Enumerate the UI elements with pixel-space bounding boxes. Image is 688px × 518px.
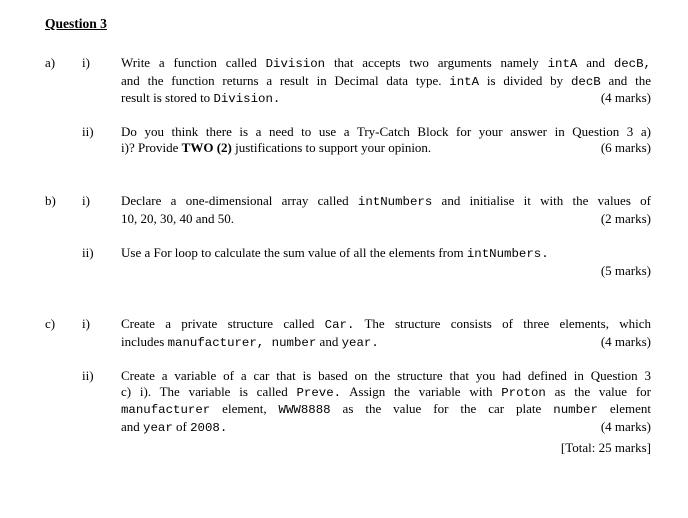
code-proton: Proton (501, 385, 546, 400)
part-b-i-label: i) (82, 193, 90, 208)
c-i-line-1: Create a private structure called Car. The structure consists of three elements, which (121, 316, 651, 332)
a-i-line-2: and the function returns a result in Decimal data type. intA is divided by decB and the (121, 72, 651, 89)
code-intnumbers: intNumbers (357, 195, 433, 209)
b-i-line-1: Declare a one-dimensional array called intNumbers and initialise it with the values of (121, 193, 651, 209)
a-i-line-3: result is stored to Division. (4 marks) (121, 90, 651, 106)
code-car: Car. (324, 318, 355, 332)
a-i-line-1: Write a function called Division that accepts two arguments namely intA and decB, (121, 55, 651, 71)
c-ii-line-2: c) i). The variable is called Preve. Assign the variable with Proton as the value for (121, 383, 651, 400)
question-c-i (121, 316, 651, 351)
code-inta: intA (547, 57, 578, 71)
marks-c-i: (4 marks) (600, 333, 651, 349)
marks-a-ii: (6 marks) (600, 139, 651, 155)
question-a-ii (121, 124, 651, 155)
part-b-label: b) (45, 193, 56, 208)
code-plate: WWW8888 (278, 403, 331, 417)
question-c-ii (121, 368, 651, 436)
part-a-ii-label: ii) (82, 124, 94, 139)
c-i-line-2: includes manufacturer, number and year. (4 marks) (121, 333, 651, 350)
part-a-i-label: i) (82, 55, 90, 70)
marks-b-ii: (5 marks) (600, 262, 651, 278)
c-ii-line-4: and year of 2008. (4 marks) (121, 418, 651, 435)
code-decb: decB, (613, 57, 651, 71)
part-b-ii-label: ii) (82, 245, 94, 260)
c-ii-line-3: manufacturer element, WWW8888 as the value for the car plate number element (121, 401, 651, 417)
a-ii-line-2: i)? Provide TWO (2) justifications to support your opinion. (6 marks) (121, 139, 651, 155)
code-division: Division (265, 57, 326, 71)
a-ii-line-1: Do you think there is a need to use a Try-Catch Block for your answer in Question 3 a) (121, 124, 651, 139)
part-c-i-label: i) (82, 316, 90, 331)
c-ii-line-1: Create a variable of a car that is based on the structure that you had defined in Question 3 (121, 368, 651, 383)
b-ii-line-1: Use a For loop to calculate the sum value of all the elements from intNumbers. (121, 245, 549, 261)
total-marks: [Total: 25 marks] (560, 440, 651, 455)
marks-c-ii: (4 marks) (600, 418, 651, 434)
question-b-ii (121, 245, 651, 278)
marks-a-i: (4 marks) (600, 90, 651, 105)
b-i-line-2: 10, 20, 30, 40 and 50. (2 marks) (121, 210, 651, 226)
marks-b-i: (2 marks) (600, 210, 651, 226)
question-b-i (121, 193, 651, 226)
part-c-ii-label: ii) (82, 368, 94, 383)
part-a-label: a) (45, 55, 56, 70)
question-title: Question 3 (45, 16, 107, 31)
emphasis-two: TWO (2) (181, 139, 232, 155)
question-a-i (121, 55, 651, 108)
part-c-label: c) (45, 316, 56, 331)
code-preve: Preve. (296, 385, 342, 400)
